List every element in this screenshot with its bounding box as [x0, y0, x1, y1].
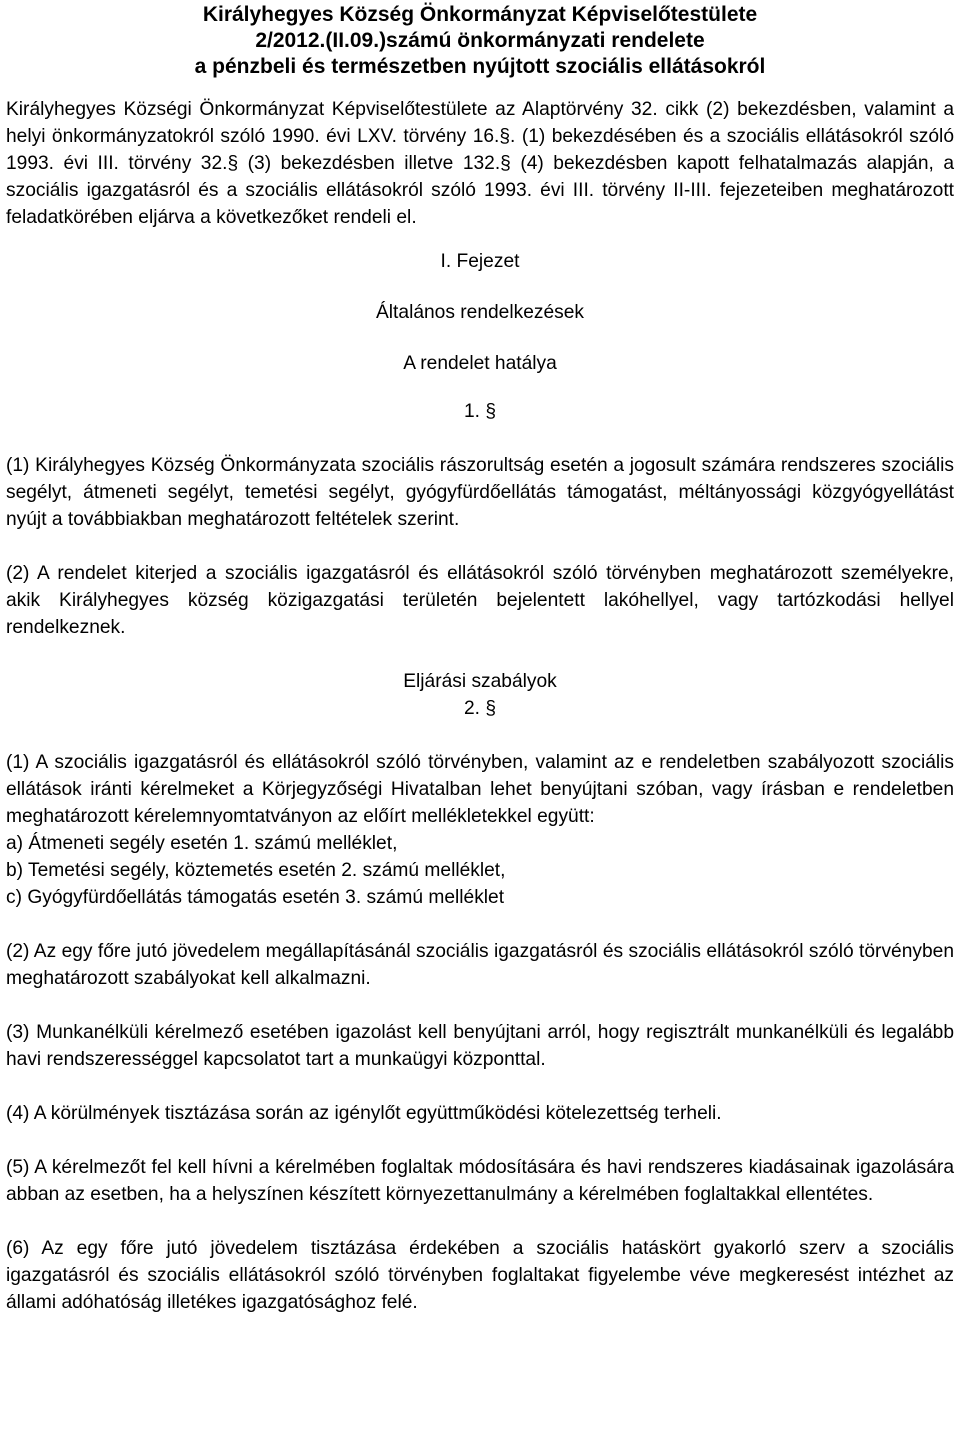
section-1-number: 1. §: [463, 401, 496, 422]
chapter-number: I. Fejezet: [440, 251, 520, 272]
section-1-heading: A rendelet hatálya: [403, 353, 557, 374]
section-2-heading: Eljárási szabályok: [403, 671, 557, 692]
title-line-1: Királyhegyes Község Önkormányzat Képviselőtestülete: [202, 3, 758, 26]
section-2-paragraph-1: (1) A szociális igazgatásról és ellátásokról szóló törvényben, valamint az e rendeletben szabályozott szociális ellátások iránti kérelmeket a Körjegyzőségi Hivatalban lehet benyújtani szóban, vagy írásban e rendeletben meghatározott kérelemnyomtatványon az előírt mellékletekkel együtt:: [6, 752, 954, 827]
section-1-paragraph-2: (2) A rendelet kiterjed a szociális igazgatásról és ellátásokról szóló törvényben meghatározott személyekre, akik Királyhegyes község közigazgatási területén bejelentett lakóhellyel, vagy tartózkodási hellyel rendelkeznek.: [6, 563, 954, 638]
document-title: [6, 2, 954, 80]
attachment-list-item-c: c) Gyógyfürdőellátás támogatás esetén 3. számú melléklet: [6, 887, 505, 908]
title-line-3: a pénzbeli és természetben nyújtott szociális ellátásokról: [194, 55, 766, 78]
title-line-2: 2/2012.(II.09.)számú önkormányzati rendelete: [255, 29, 705, 52]
section-2-paragraph-6: (6) Az egy főre jutó jövedelem tisztázása érdekében a szociális hatáskört gyakorló szerv a szociális igazgatásról és szociális ellátásokról szóló törvényben foglaltakat figyelembe véve megkeresést intézhet az állami adóhatóság illetékes igazgatósághoz felé.: [6, 1238, 954, 1313]
section-2-paragraph-5: (5) A kérelmezőt fel kell hívni a kérelmében foglaltak módosítására és havi rendszeres kiadásainak igazolására abban az esetben, ha a helyszínen készített környezettanulmány a kérelmében foglaltakkal ellentétes.: [6, 1157, 954, 1205]
section-2-paragraph-4: (4) A körülmények tisztázása során az igénylőt együttműködési kötelezettség terheli.: [6, 1103, 722, 1124]
section-2-number: 2. §: [463, 698, 496, 719]
chapter-title: Általános rendelkezések: [376, 302, 584, 323]
section-1-paragraph-1: (1) Királyhegyes Község Önkormányzata szociális rászorultság esetén a jogosult számára rendszeres szociális segélyt, átmeneti segélyt, temetési segélyt, gyógyfürdőellátás támogatást, méltányossági közgyógyellátást nyújt a továbbiakban meghatározott feltételek szerint.: [6, 455, 954, 530]
section-2-paragraph-2: (2) Az egy főre jutó jövedelem megállapításánál szociális igazgatásról és szociális ellátásokról szóló törvényben meghatározott szabályokat kell alkalmazni.: [6, 941, 954, 989]
attachment-list-item-b: b) Temetési segély, köztemetés esetén 2. számú melléklet,: [6, 860, 506, 881]
attachment-list-item-a: a) Átmeneti segély esetén 1. számú melléklet,: [6, 833, 398, 854]
section-2-paragraph-3: (3) Munkanélküli kérelmező esetében igazolást kell benyújtani arról, hogy regisztrált munkanélküli és legalább havi rendszerességgel kapcsolatot tart a munkaügyi központtal.: [6, 1022, 954, 1070]
preamble-paragraph: Királyhegyes Községi Önkormányzat Képviselőtestülete az Alaptörvény 32. cikk (2) bekezdésben, valamint a helyi önkormányzatokról szóló 1990. évi LXV. törvény 16.§. (1) bekezdésében és a szociális ellátásokról szóló 1993. évi III. törvény 32.§ (3) bekezdésben illetve 132.§ (4) bekezdésben kapott felhatalmazás alapján, a szociális igazgatásról és a szociális ellátásokról szóló 1993. évi III. törvény II-III. fejezeteiben meghatározott feladatkörében eljárva a következőket rendeli el.: [6, 99, 954, 228]
